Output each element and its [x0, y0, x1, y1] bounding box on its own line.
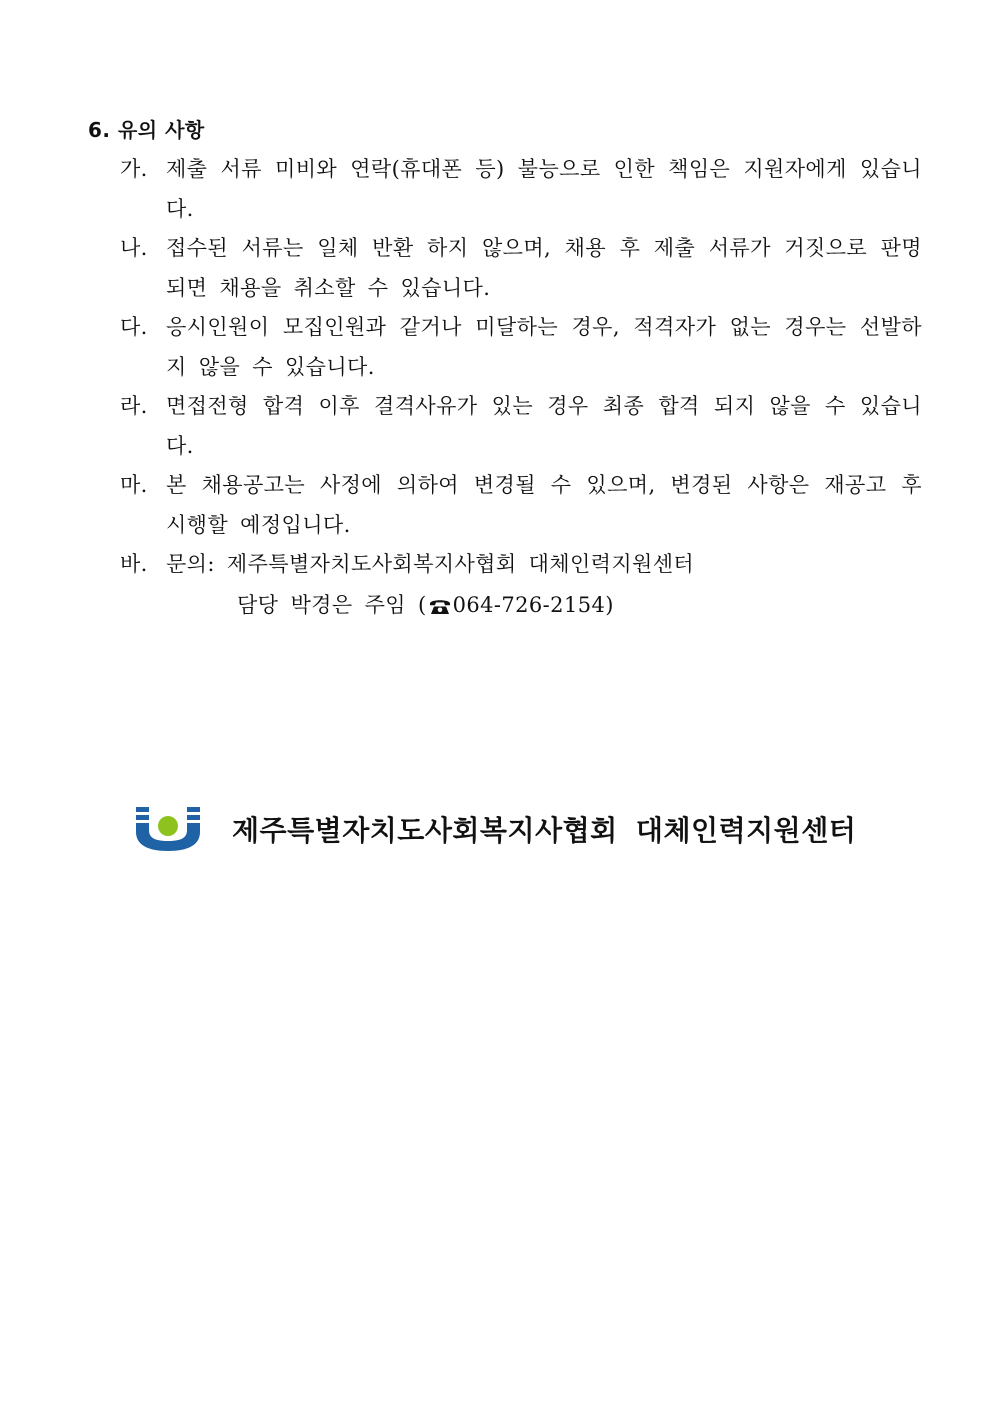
footer-brand	[136, 805, 856, 853]
contact-line	[237, 589, 614, 624]
phone-icon	[429, 592, 451, 624]
note-marker: 마.	[120, 473, 148, 497]
note-text: 면접전형 합격 이후 결격사유가 있는 경우 최종 합격 되지 않을 수 있습니다.	[166, 394, 922, 458]
contact-phone: 064-726-2154)	[452, 593, 614, 617]
organization-logo-icon	[136, 806, 200, 852]
notes-list	[120, 150, 922, 585]
note-text: 접수된 서류는 일체 반환 하지 않으며, 채용 후 제출 서류가 거짓으로 판명되면 채용을 취소할 수 있습니다.	[166, 236, 922, 300]
note-marker: 라.	[120, 394, 148, 418]
note-marker: 다.	[120, 315, 148, 339]
note-text: 제출 서류 미비와 연락(휴대폰 등) 불능으로 인한 책임은 지원자에게 있습니다.	[166, 157, 922, 221]
note-item-contact	[120, 545, 922, 585]
note-marker: 바.	[120, 552, 148, 576]
note-text: 응시인원이 모집인원과 같거나 미달하는 경우, 적격자가 없는 경우는 선발하지 않을 수 있습니다.	[166, 315, 922, 379]
note-marker: 가.	[120, 157, 148, 181]
note-marker: 나.	[120, 236, 148, 260]
note-item	[120, 387, 922, 466]
organization-name: 제주특별자치도사회복지사협회 대체인력지원센터	[232, 814, 857, 847]
note-item	[120, 308, 922, 387]
note-item	[120, 466, 922, 545]
note-text: 문의: 제주특별자치도사회복지사협회 대체인력지원센터	[166, 552, 695, 576]
note-item	[120, 150, 922, 229]
section-title: 6. 유의 사항	[88, 118, 205, 142]
contact-person: 담당 박경은 주임 (	[237, 593, 427, 617]
note-text: 본 채용공고는 사정에 의하여 변경될 수 있으며, 변경된 사항은 재공고 후 시행할 예정입니다.	[166, 473, 922, 537]
note-item	[120, 229, 922, 308]
